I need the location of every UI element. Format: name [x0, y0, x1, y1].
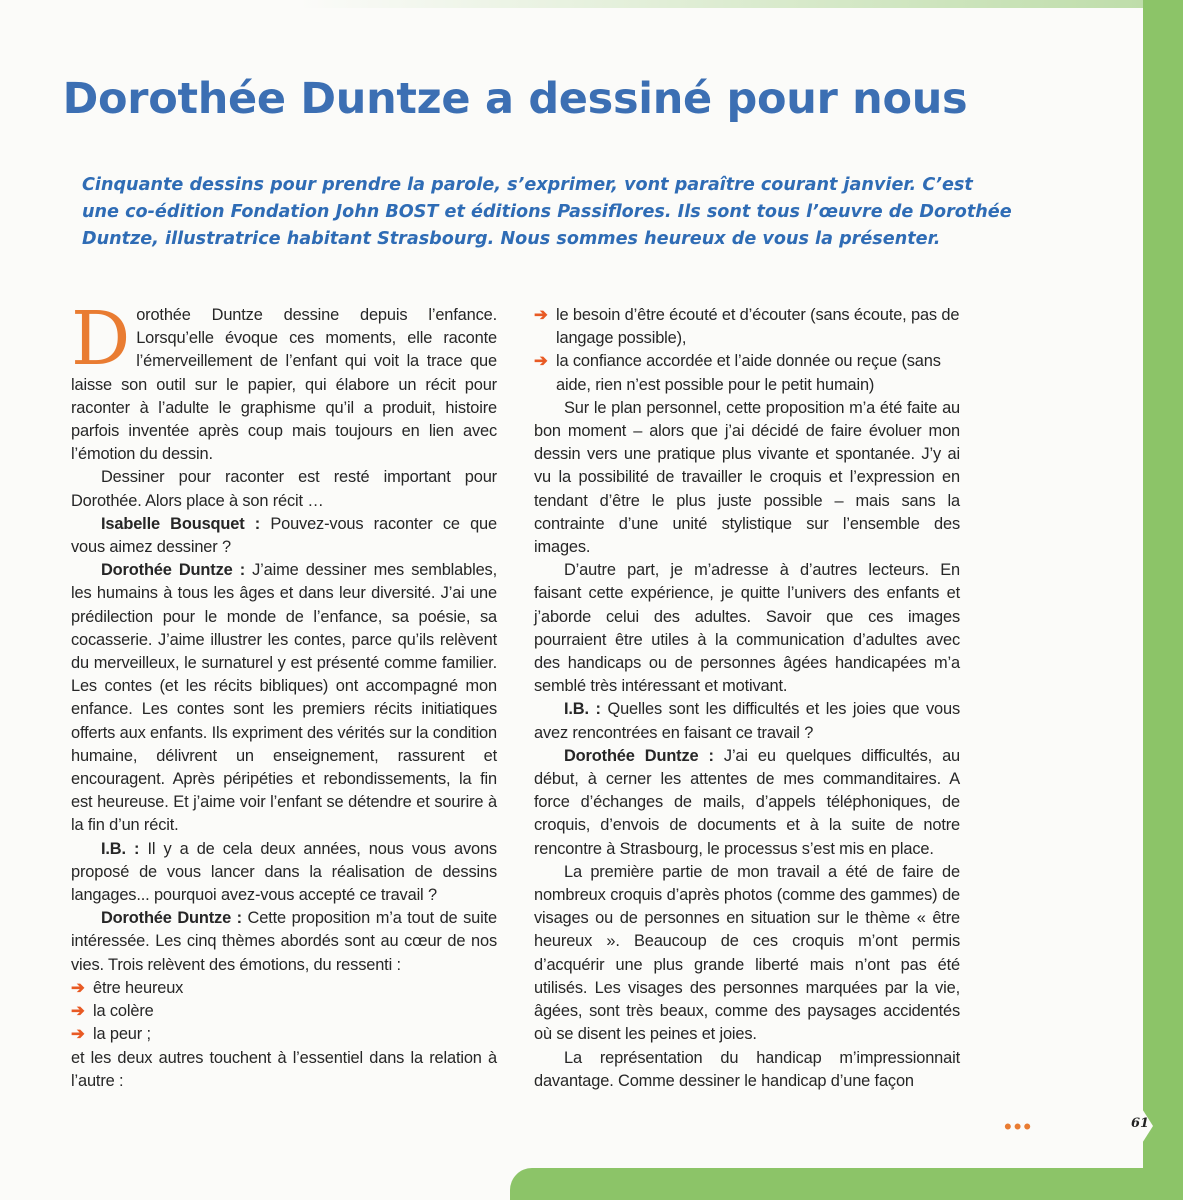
question-1: Isabelle Bousquet : Pouvez-vous raconter ce que vous aimez dessiner ? [71, 514, 497, 557]
decorative-dots: ••• [1004, 1114, 1034, 1139]
question-2: I.B. : Il y a de cela deux années, nous vous avons proposé de vous lancer dans la réalisation de dessins langages... pourquoi avez-vous accepté ce travail ? [71, 839, 497, 905]
left-column [71, 296, 498, 1093]
green-right-border [1143, 0, 1183, 1200]
paragraph: Dessiner pour raconter est resté important pour Dorothée. Alors place à son récit … [71, 468, 497, 510]
green-bottom-band [510, 1168, 1150, 1200]
answer-3: Dorothée Duntze : J’ai eu quelques difficultés, au début, à cerner les attentes de mes commanditaires. A force d’échanges de mails, d’appels téléphoniques, de croquis, d’envois de documents et à la suite de notre rencontre à Strasbourg, le processus s’est mis en place. [534, 746, 960, 858]
green-top-band [300, 0, 1150, 8]
speaker-label: Dorothée Duntze : [101, 561, 246, 580]
drop-cap: D [71, 296, 131, 382]
paragraph: et les deux autres touchent à l’essentiel dans la relation à l’autre : [71, 1048, 497, 1090]
speaker-label: Dorothée Duntze : [101, 909, 242, 928]
arrow-right-icon: ➔ [534, 306, 548, 324]
speaker-label: I.B. : [101, 839, 140, 858]
answer-1: Dorothée Duntze : J’aime dessiner mes semblables, les humains à tous les âges et dans leur diversité. J’ai une prédilection pour le monde de l’enfance, sa poésie, sa cocasserie. J’aime illustrer les contes, parce qu’ils relèvent du merveilleux, le surnaturel y est présenté comme familier. Les contes (et les récits bibliques) ont accompagné mon enfance. Les contes sont les premiers récits initiatiques offerts aux enfants. Ils expriment des vérités sur la condition humaine, délivrent un enseignement, rassurent et encouragent. Après péripéties et rebondissements, la fin est heureuse. Et j’aime voir l’enfant se détendre et sourire à la fin d’un récit. [71, 561, 498, 835]
arrow-right-icon: ➔ [71, 1025, 85, 1044]
speaker-label: Dorothée Duntze : [564, 746, 714, 765]
question-3: I.B. : Quelles sont les difficultés et les joies que vous avez rencontrées en faisant ce travail ? [534, 700, 960, 742]
speaker-label: I.B. : [564, 700, 601, 719]
arrow-right-icon: ➔ [534, 352, 548, 371]
arrow-right-icon: ➔ [71, 1002, 85, 1021]
paragraph: La représentation du handicap m’impressionnait davantage. Comme dessiner le handicap d’une façon [534, 1048, 960, 1090]
article-title: Dorothée Duntze a dessiné pour nous [62, 74, 968, 124]
list-item: ➔ la colère [71, 1000, 497, 1023]
page-number: 61 [1131, 1116, 1150, 1131]
right-column [534, 304, 960, 1093]
arrow-right-icon: ➔ [71, 978, 85, 997]
list-item: ➔ être heureux [71, 977, 497, 1000]
list-item: ➔ la peur ; [71, 1023, 497, 1046]
answer-2: Dorothée Duntze : Cette proposition m’a tout de suite intéressée. Les cinq thèmes abordés sont au cœur de nos vies. Trois relèvent des émotions, du ressenti : [71, 909, 497, 974]
list-item: ➔ le besoin d’être écouté et d’écouter (sans écoute, pas de langage possible), [534, 306, 960, 348]
opening-paragraph: Dorothée Duntze dessine depuis l’enfance. Lorsqu’elle évoque ces moments, elle raconte l’émerveillement de l’enfant qui voit la trace que laisse son outil sur le papier, qui élabore un récit pour raconter à l’adulte le graphisme qu’il a produit, histoire parfois inventée après coup mais toujours en lien avec l’émotion du dessin. [71, 296, 497, 464]
paragraph: D’autre part, je m’adresse à d’autres lecteurs. En faisant cette expérience, je quitte l’univers des enfants et j’aborde celui des adultes. Savoir que ces images pourraient être utiles à la communication d’adultes avec des handicaps ou de personnes âgées handicapées m’a semblé très intéressant et motivant. [534, 561, 960, 696]
list-item: ➔ la confiance accordée et l’aide donnée ou reçue (sans aide, rien n’est possible pour le petit humain) [534, 352, 941, 394]
article-intro: Cinquante dessins pour prendre la parole, s’exprimer, vont paraître courant janvier. C’est une co-édition Fondation John BOST et éditions Passiflores. Ils sont tous l’œuvre de Dorothée Duntze, illustratrice habitant Strasbourg. Nous sommes heureux de vous la présenter. [82, 175, 1012, 249]
speaker-label: Isabelle Bousquet : [101, 514, 261, 533]
paragraph: La première partie de mon travail a été de faire de nombreux croquis d’après photos (comme des gammes) de visages ou de personnes en situation sur le thème « être heureux ». Beaucoup de ces croquis m’ont permis d’acquérir une plus grande liberté mais n’ont pas été utilisés. Les visages des personnes marquées par la vie, âgées, sont très beaux, comme des paysages accidentés où se disent les peines et joies. [534, 862, 960, 1044]
paragraph: Sur le plan personnel, cette proposition m’a été faite au bon moment – alors que j’ai décidé de faire évoluer mon dessin vers une pratique plus vivante et spontanée. J’y ai vu la possibilité de travailler le croquis et l’expression en tendant d’être le plus juste possible – mais sans la contrainte d’une unité stylistique sur l’ensemble des images. [534, 398, 960, 557]
